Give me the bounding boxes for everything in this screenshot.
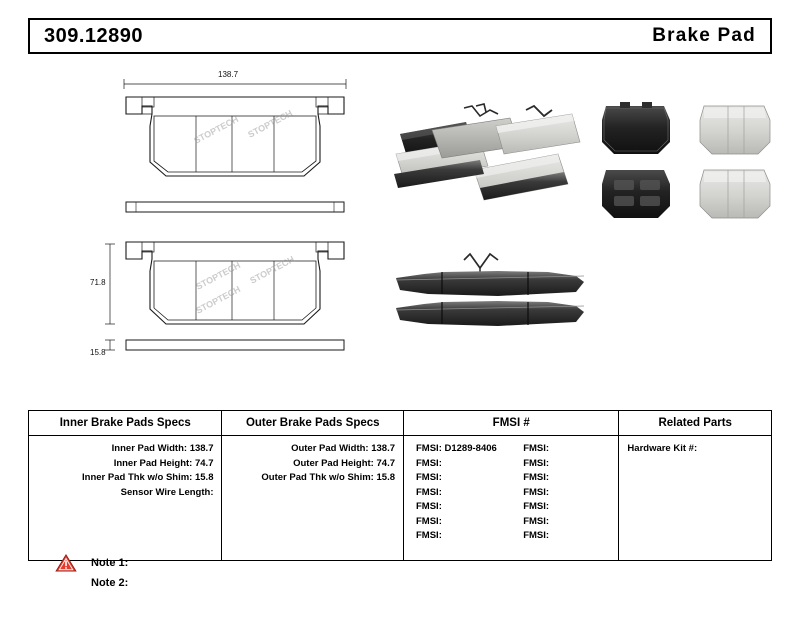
svg-text:STOPTECH: STOPTECH	[248, 254, 297, 286]
fmsi-row	[412, 486, 511, 501]
fmsi-label: FMSI:	[523, 443, 550, 454]
related-label: Hardware Kit #:	[627, 443, 698, 454]
fmsi-label: FMSI:	[523, 501, 550, 512]
outer-specs-title: Outer Brake Pads Specs	[222, 411, 403, 436]
spec-row	[37, 486, 213, 501]
fmsi-label: FMSI:	[416, 486, 442, 498]
note-line-1	[55, 553, 455, 573]
fmsi-row	[412, 457, 511, 472]
fmsi-row	[412, 471, 511, 486]
outer-specs-body	[222, 436, 403, 560]
fmsi-value: D1289-8406	[444, 443, 497, 454]
fmsi-label: FMSI:	[416, 530, 442, 541]
svg-text:STOPTECH: STOPTECH	[192, 114, 241, 146]
note-line-2	[55, 573, 455, 593]
spec-label: Inner Pad Thk w/o Shim:	[82, 472, 193, 483]
fmsi-right-list	[511, 442, 610, 550]
related-parts-title: Related Parts	[619, 411, 771, 436]
inner-specs-body	[29, 436, 221, 560]
line-drawing-bottom-pad	[105, 242, 344, 324]
fmsi-row	[412, 500, 511, 515]
fmsi-label: FMSI:	[416, 457, 442, 469]
dimension-height-label: 71.8	[90, 278, 106, 287]
part-number: 309.12890	[44, 24, 144, 47]
line-drawing-top-pad	[124, 79, 346, 176]
fmsi-title: FMSI #	[404, 411, 618, 436]
photo-pads-black-set	[602, 102, 770, 218]
fmsi-row	[511, 457, 610, 472]
fmsi-row	[412, 515, 511, 530]
fmsi-row	[511, 486, 610, 501]
spec-label: Sensor Wire Length:	[120, 486, 214, 498]
note-2-label: Note 2:	[91, 577, 129, 589]
fmsi-label: FMSI:	[523, 457, 550, 469]
svg-text:STOPTECH: STOPTECH	[194, 284, 243, 316]
fmsi-row	[511, 442, 610, 457]
spec-label: Outer Pad Width:	[291, 443, 369, 454]
fmsi-body	[404, 436, 618, 560]
inner-specs-title: Inner Brake Pads Specs	[29, 411, 221, 436]
spec-row	[37, 471, 213, 486]
product-type: Brake Pad	[652, 25, 756, 46]
spec-value: 74.7	[194, 457, 214, 469]
spec-tables	[28, 410, 772, 561]
fmsi-left-list	[412, 442, 511, 550]
fmsi-row	[511, 529, 610, 544]
spec-value: 74.7	[376, 457, 395, 469]
spec-row	[37, 457, 213, 472]
fmsi-label: FMSI:	[523, 472, 550, 483]
spec-row	[230, 457, 395, 472]
fmsi-column	[404, 411, 619, 560]
fmsi-row	[511, 515, 610, 530]
photo-pads-edge-view	[396, 254, 584, 326]
outer-specs-column	[222, 411, 404, 560]
spec-row	[37, 442, 213, 457]
fmsi-label: FMSI:	[416, 472, 442, 483]
fmsi-row	[511, 500, 610, 515]
line-drawing-top-side-view	[126, 202, 344, 212]
photo-pads-gray-set	[394, 104, 580, 200]
spec-label: Outer Pad Thk w/o Shim:	[261, 472, 374, 483]
fmsi-row	[412, 529, 511, 544]
fmsi-label: FMSI:	[416, 443, 442, 454]
fmsi-label: FMSI:	[523, 530, 550, 541]
spec-label: Outer Pad Height:	[293, 457, 374, 469]
line-drawing-bottom-side-view	[105, 340, 344, 350]
inner-specs-column	[29, 411, 222, 560]
fmsi-row	[511, 471, 610, 486]
svg-text:STOPTECH: STOPTECH	[246, 108, 295, 140]
warning-triangle-icon	[55, 554, 77, 572]
related-parts-column	[619, 411, 771, 560]
fmsi-label: FMSI:	[416, 515, 442, 527]
fmsi-label: FMSI:	[523, 515, 550, 527]
spec-value: 138.7	[371, 443, 395, 454]
related-row	[627, 442, 763, 457]
dimension-width-label: 138.7	[218, 70, 239, 79]
spec-label: Inner Pad Width:	[111, 443, 188, 454]
watermark-top-pad	[192, 108, 294, 146]
spec-value: 15.8	[194, 472, 214, 483]
notes-section	[55, 553, 455, 593]
fmsi-label: FMSI:	[416, 501, 442, 512]
svg-text:STOPTECH: STOPTECH	[194, 260, 243, 292]
note-1-label: Note 1:	[91, 557, 129, 569]
technical-drawings	[28, 62, 772, 392]
spec-label: Inner Pad Height:	[113, 457, 193, 469]
watermark-bottom-pad	[194, 254, 296, 316]
header-bar	[28, 18, 772, 54]
drawing-canvas	[28, 62, 772, 392]
spec-row	[230, 442, 395, 457]
spec-value: 138.7	[189, 443, 214, 454]
related-parts-body	[619, 436, 771, 560]
dimension-thickness-label: 15.8	[90, 348, 106, 357]
spec-row	[230, 471, 395, 486]
spec-value: 15.8	[376, 472, 395, 483]
fmsi-row	[412, 442, 511, 457]
fmsi-label: FMSI:	[523, 486, 550, 498]
